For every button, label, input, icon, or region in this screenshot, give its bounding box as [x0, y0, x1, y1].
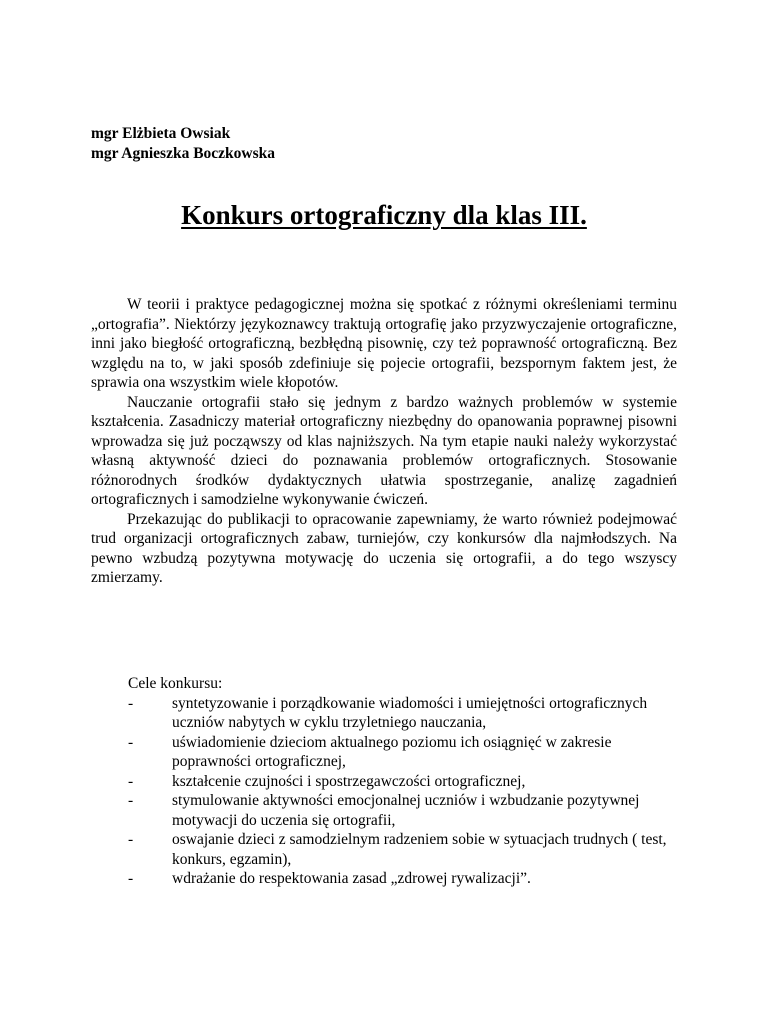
paragraph: Przekazując do publikacji to opracowanie zapewniamy, że warto również podejmować trud organizacji ortograficznych zabaw, turniejów, czy konkursów dla najmłodszych. Na pewno wzbudzą pozytywna motywację do uczenia się ortografii, a do tego wszyscy zmierzamy. — [91, 510, 677, 586]
goals-section — [128, 674, 667, 887]
bullet-dash: - — [128, 733, 134, 751]
goal-text: wdrażanie do respektowania zasad „zdrowej rywalizacji”. — [172, 870, 531, 887]
goals-list — [0, 694, 700, 889]
goal-item — [0, 694, 700, 733]
goal-item — [0, 772, 700, 792]
goal-text: oswajanie dzieci z samodzielnym radzeniem sobie w sytuacjach trudnych ( test, konkurs, egzamin), — [172, 831, 667, 868]
document-title: Konkurs ortograficzny dla klas III. — [181, 200, 587, 230]
goal-item — [0, 733, 700, 772]
goal-text: stymulowanie aktywności emocjonalnej uczniów i wzbudzanie pozytywnej motywacji do uczenia się ortografii, — [172, 792, 640, 829]
bullet-dash: - — [128, 831, 134, 848]
author-name: mgr Agnieszka Boczkowska — [91, 145, 276, 162]
authors-block — [91, 124, 275, 164]
goal-text: uświadomienie dzieciom aktualnego poziomu ich osiągnięć w zakresie poprawności ortograficznej, — [172, 733, 612, 770]
goals-heading: Cele konkursu: — [128, 675, 223, 692]
bullet-dash: - — [128, 792, 134, 809]
goal-text: syntetyzowanie i porządkowanie wiadomości i umiejętności ortograficznych uczniów nabytych w cyklu trzyletniego nauczania, — [172, 694, 648, 731]
bullet-dash: - — [128, 870, 134, 887]
goal-item — [0, 869, 700, 889]
bullet-dash: - — [128, 694, 134, 712]
paragraph: W teorii i praktyce pedagogicznej można się spotkać z różnymi określeniami terminu „ortografia”. Niektórzy językoznawcy traktują ortografię jako przyzwyczajenie ortograficzne, inni jako biegłość ortograficzną, bezbłędną pisownię, czy też poprawność ortograficzną. Bez względu na to, w jaki sposób zdefiniuje się pojecie ortografii, bezspornym faktem jest, że sprawia ona wszystkim wiele kłopotów. — [91, 296, 677, 391]
goal-item — [0, 830, 700, 869]
paragraph: Nauczanie ortografii stało się jednym z bardzo ważnych problemów w systemie kształcenia. Zasadniczy materiał ortograficzny niezbędny do opanowania poprawnej pisowni wprowadza się już począwszy od klas najniższych. Na tym etapie nauki należy wykorzystać własną aktywność dzieci do poznawania problemów ortograficznych. Stosowanie różnorodnych środków dydaktycznych ułatwia spostrzeganie, analizę zagadnień ortograficznych i samodzielne wykonywanie ćwiczeń. — [91, 393, 677, 508]
goal-text: kształcenie czujności i spostrzegawczości ortograficznej, — [172, 772, 526, 790]
bullet-dash: - — [128, 772, 134, 790]
goal-item — [0, 791, 700, 830]
author-name: mgr Elżbieta Owsiak — [91, 125, 231, 142]
body-text — [91, 295, 677, 588]
